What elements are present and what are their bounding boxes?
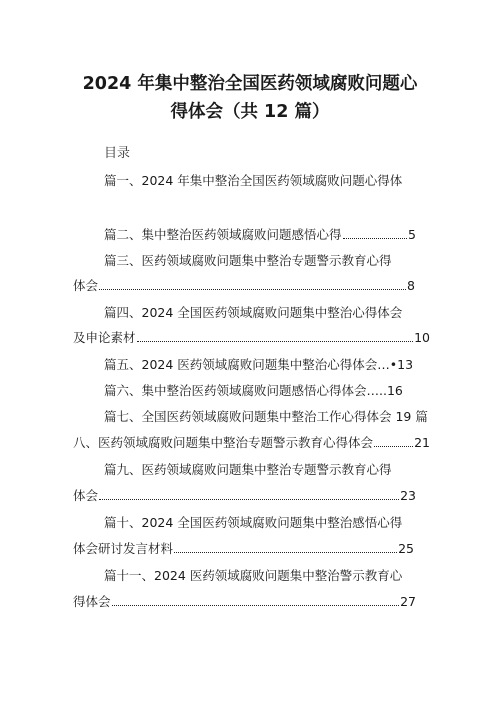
toc-entry-text: 篇四、2024 全国医药领域腐败问题集中整治心得体会 [104,305,403,320]
toc-leader-dots [112,605,400,606]
toc-entry-11[interactable] [104,567,402,584]
document-title-line-2: 得体会（共 12 篇） [170,102,330,122]
toc-entry-1[interactable] [104,172,402,189]
toc-entry-7[interactable] [104,408,428,425]
toc-entry-text: 八、医药领域腐败问题集中整治专题警示教育心得体会 [73,435,374,450]
toc-page-number: 21 [414,435,430,450]
toc-entry-text: 篇三、医药领域腐败问题集中整治专题警示教育心得 [104,253,392,268]
toc-entry-8[interactable] [73,434,430,451]
toc-entry-6[interactable] [104,382,403,399]
toc-page-number: 23 [400,488,416,503]
toc-entry-text: 篇十一、2024 医药领域腐败问题集中整治警示教育心 [104,568,403,583]
toc-entry-text: 篇五、2024 医药领域腐败问题集中整治心得体会…•13 [104,357,414,372]
toc-leader-dots [99,499,399,500]
document-title-line-1: 2024 年集中整治全国医药领域腐败问题心 [82,74,418,94]
toc-entry-text: 篇七、全国医药领域腐败问题集中整治工作心得体会 19 篇 [104,409,428,424]
toc-leader-dots [174,552,397,553]
toc-entry-3-continuation[interactable] [73,277,415,294]
toc-entry-4[interactable] [104,304,402,321]
toc-entry-10[interactable] [104,514,402,531]
toc-entry-9[interactable] [104,461,392,478]
toc-entry-text: 篇六、集中整治医药领域腐败问题感悟心得体会…..16 [104,383,403,398]
toc-page-number: 5 [408,227,416,242]
toc-entry-10-continuation[interactable] [73,540,414,557]
toc-entry-2[interactable] [104,226,416,243]
toc-entry-text: 篇二、集中整治医药领域腐败问题感悟心得 [104,227,342,242]
toc-entry-11-continuation[interactable] [73,593,416,610]
toc-entry-5[interactable] [104,356,413,373]
toc-entry-text: 得体会 [73,594,111,609]
toc-leader-dots [374,446,413,447]
toc-page-number: 27 [400,594,416,609]
toc-entry-text: 及申论素材 [73,330,136,345]
toc-entry-4-continuation[interactable] [73,329,430,346]
toc-entry-text: 篇九、医药领域腐败问题集中整治专题警示教育心得 [104,462,392,477]
toc-leader-dots [137,341,414,342]
toc-leader-dots [343,238,408,239]
toc-entry-9-continuation[interactable] [73,487,416,504]
toc-entry-text: 体会研讨发言材料 [73,541,174,556]
toc-leader-dots [99,289,406,290]
toc-page-number: 8 [407,278,415,293]
toc-entry-3[interactable] [104,252,392,269]
toc-entry-text: 篇一、2024 年集中整治全国医药领域腐败问题心得体 [104,173,403,188]
toc-entry-text: 篇十、2024 全国医药领域腐败问题集中整治感悟心得 [104,515,403,530]
toc-page-number: 25 [398,541,414,556]
toc-heading: 目录 [104,146,131,161]
toc-entry-text: 体会 [73,278,99,293]
toc-page-number: 10 [414,330,430,345]
toc-entry-text: 体会 [73,488,99,503]
